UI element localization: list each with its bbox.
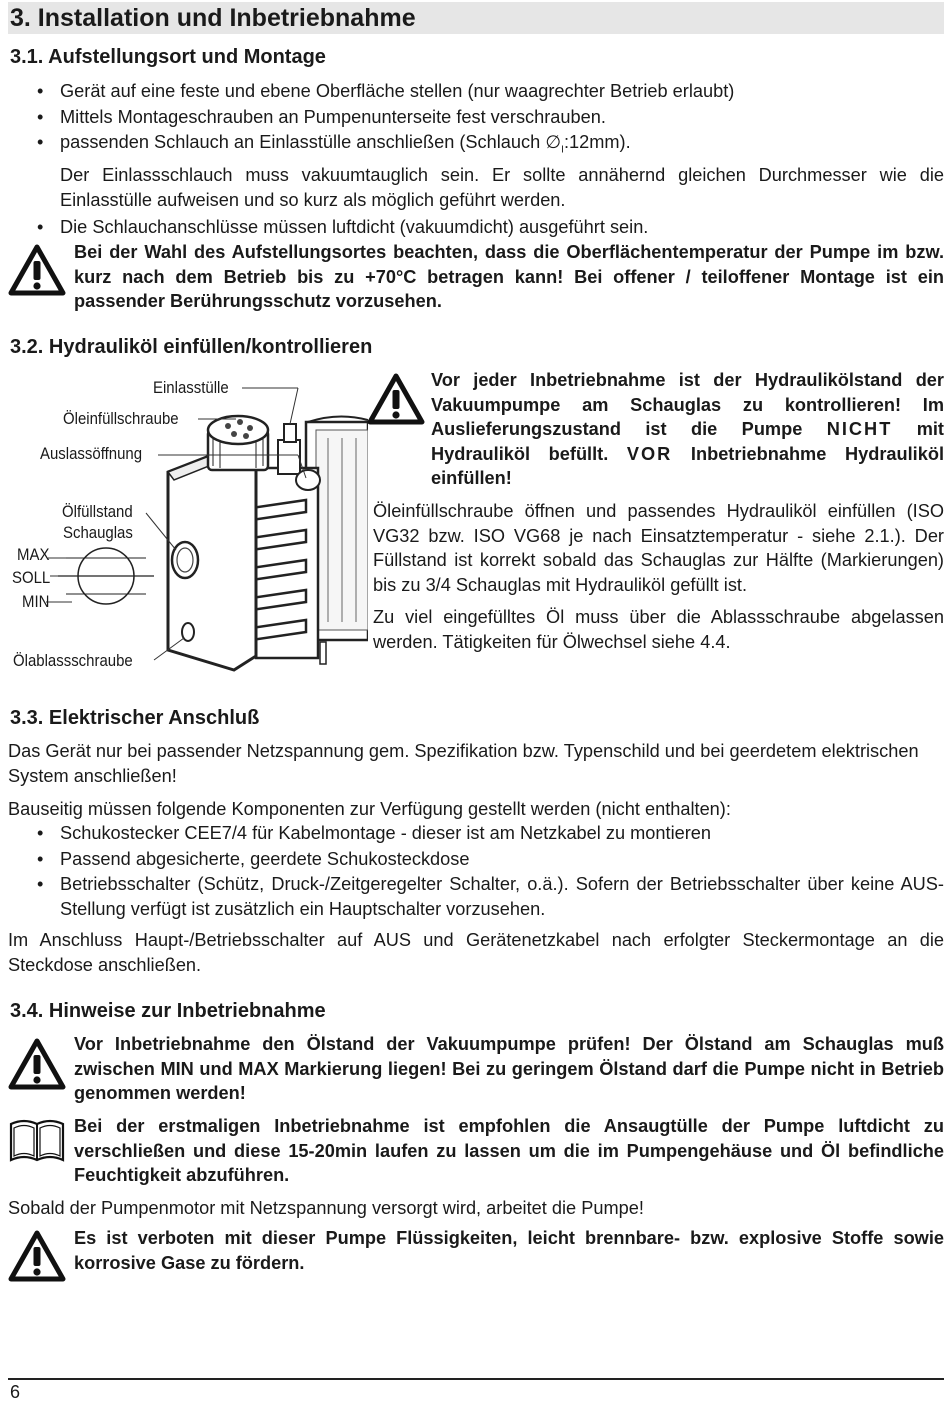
section-heading: 3. Installation und Inbetriebnahme	[8, 2, 944, 34]
subsection-heading-3-2: 3.2. Hydrauliköl einfüllen/kontrollieren	[10, 336, 373, 358]
vacuum-pump-illustration	[8, 360, 368, 690]
diameter-symbol: ∅	[545, 132, 562, 153]
paragraph: Sobald der Pumpenmotor mit Netzspannung versorgt wird, arbeitet die Pumpe!	[8, 1198, 644, 1218]
fill-instructions: Öleinfüllschraube öffnen und passendes Hydrauliköl einfüllen (ISO VG32 bzw. ISO VG68 je nach Einsatztemperatur - siehe 2.1.). Der Füllstand ist korrekt sobald das Schauglas zur Hälfte (Markierungen) bis zu 3/4 Schauglas mit Hydrauliköl gefüllt ist.	[373, 501, 944, 595]
paragraph: Im Anschluss Haupt-/Betriebsschalter auf AUS und Gerätenetzkabel nach erfolgter Steckermontage an die Steckdose anschließen.	[8, 930, 944, 975]
page-number: 6	[10, 1382, 21, 1402]
subsection-heading-3-3: 3.3. Elektrischer Anschluß	[10, 707, 260, 729]
list-item	[10, 847, 944, 872]
list-item	[10, 821, 944, 846]
warning-icon	[8, 243, 66, 297]
label-outlet: Auslassöffnung	[40, 444, 143, 463]
warning-text-part: Vor jeder Inbetriebnahme ist der Hydraulikölstand der Vakuumpumpe am Schauglas zu kontrollieren! Im Auslieferungszustand ist die Pumpe	[431, 370, 944, 440]
list-item	[10, 215, 944, 240]
emphasis-vor: VOR	[626, 443, 673, 464]
list-item-text: Betriebsschalter (Schütz, Druck-/Zeitgeregelter Schalter, o.ä.). Sofern der Betriebsschalter über keine AUS-Stellung verfügt ist zusätzlich ein Hauptschalter vorzusehen.	[60, 874, 944, 919]
list-item-text: Mittels Montageschrauben an Pumpenunterseite fest verschrauben.	[60, 106, 606, 127]
list-item-text: Passend abgesicherte, geerdete Schukosteckdose	[60, 848, 470, 869]
components-list	[10, 821, 944, 922]
list-item	[10, 79, 944, 104]
label-min: MIN	[22, 592, 50, 611]
list-item-text: :12mm).	[563, 132, 631, 153]
list-item-text: Gerät auf eine feste und ebene Oberfläche stellen (nur waagrechter Betrieb erlaubt)	[60, 81, 735, 101]
oil-warning-text	[431, 368, 944, 491]
list-item	[10, 872, 944, 921]
first-use-note: Bei der erstmaligen Inbetriebnahme ist empfohlen die Ansaugtülle der Pumpe luftdicht zu verschließen und diese 15-20min laufen zu lassen um die im Pumpengehäuse und Öl befindliche Feuchtigkeit abzuführen.	[74, 1116, 944, 1186]
label-soll: SOLL	[12, 568, 51, 587]
subsection-heading-3-1: 3.1. Aufstellungsort und Montage	[10, 46, 326, 68]
label-sight-glass: Schauglas	[63, 523, 133, 542]
oil-check-warning: Vor Inbetriebnahme den Ölstand der Vakuumpumpe prüfen! Der Ölstand am Schauglas muß zwischen MIN und MAX Markierung liegen! Bei zu geringem Ölstand darf die Pumpe nicht in Betrieb genommen werden!	[74, 1034, 944, 1104]
list-item	[10, 130, 944, 212]
list-item-text: passenden Schlauch an Einlasstülle anschließen (Schlauch	[60, 132, 546, 153]
paragraph: Bauseitig müssen folgende Komponenten zur Verfügung gestellt werden (nicht enthalten):	[8, 799, 731, 819]
prohibited-use-warning: Es ist verboten mit dieser Pumpe Flüssigkeiten, leicht brennbare- bzw. explosive Stoffe sowie korrosive Gase zu fördern.	[74, 1228, 944, 1273]
warning-text: Bei der Wahl des Aufstellungsortes beachten, dass die Oberflächentemperatur der Pumpe im bzw. kurz nach dem Betrieb bis zu +70°C betragen kann! Bei offener / teiloffener Montage ist ein passender Berührungsschutz vorzusehen.	[74, 242, 944, 312]
manual-book-icon	[8, 1118, 66, 1166]
warning-icon	[8, 1229, 66, 1283]
mounting-list	[10, 79, 944, 240]
warning-text-part: mit Hydrauliköl befüllt.	[431, 419, 944, 464]
label-drain-screw: Ölablassschraube	[13, 651, 133, 670]
drain-instructions: Zu viel eingefülltes Öl muss über die Ablassschraube abgelassen werden. Tätigkeiten für Ölwechsel siehe 4.4.	[373, 607, 944, 652]
list-item-text: Der Einlassschlauch muss vakuumtauglich sein. Er sollte annähernd gleichen Durchmesser wie die Einlasstülle aufweisen und so kurz als möglich geführt werden.	[60, 165, 944, 211]
footer-divider	[8, 1378, 944, 1380]
label-oil-level: Ölfüllstand	[62, 502, 133, 521]
warning-text-part: Inbetriebnahme Hydrauliköl einfüllen!	[431, 443, 945, 489]
warning-icon	[367, 372, 425, 426]
emphasis-nicht: NICHT	[826, 419, 893, 440]
warning-icon	[8, 1037, 66, 1091]
diameter-subscript: I	[561, 144, 564, 156]
list-item-text: Die Schlauchanschlüsse müssen luftdicht (vakuumdicht) ausgeführt sein.	[60, 216, 649, 237]
list-item	[10, 105, 944, 130]
paragraph: Das Gerät nur bei passender Netzspannung gem. Spezifikation bzw. Typenschild und bei geerdetem elektrischen System anschließen!	[8, 741, 919, 786]
label-inlet: Einlasstülle	[153, 378, 229, 397]
subsection-heading-3-4: 3.4. Hinweise zur Inbetriebnahme	[10, 1000, 326, 1022]
list-item-text: Schukostecker CEE7/4 für Kabelmontage - dieser ist am Netzkabel zu montieren	[60, 823, 712, 843]
label-fill-screw: Öleinfüllschraube	[63, 409, 179, 428]
label-max: MAX	[17, 545, 50, 564]
